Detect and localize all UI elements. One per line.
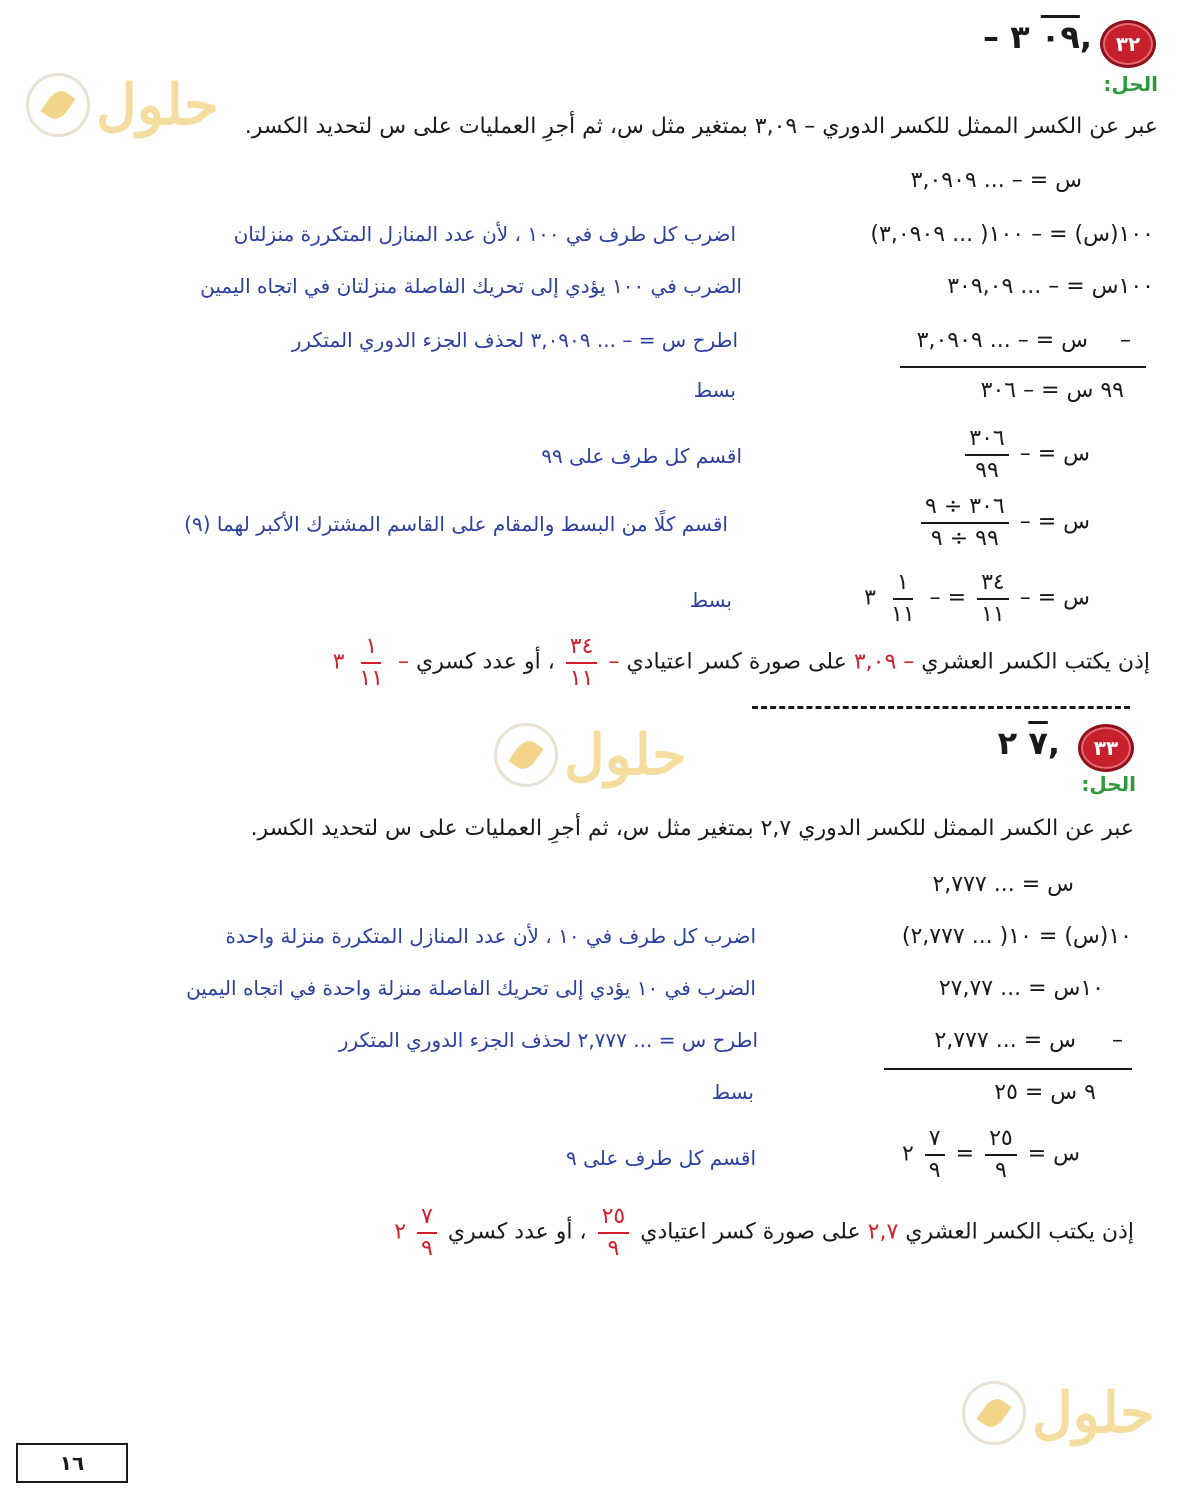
leaf-icon — [508, 736, 543, 773]
step-note: اقسم كلًا من البسط والمقام على القاسم المشترك الأكبر لهما (٩) — [184, 512, 728, 536]
minus-sign: – — [398, 649, 410, 675]
equation: س = – ... ٣,٠٩٠٩ — [910, 168, 1082, 193]
intro-text: عبر عن الكسر الممثل للكسر الدوري – ٣,٠٩ بمتغير مثل س، ثم أجرِ العمليات على س لتحديد الكسر. — [244, 114, 1158, 139]
fraction-equation — [961, 424, 1090, 485]
watermark-logo — [494, 722, 687, 788]
watermark-text: حلول — [564, 722, 687, 788]
denominator: ١١ — [891, 601, 915, 627]
denominator: ٩ — [421, 1235, 433, 1261]
denominator: ٩ — [994, 1157, 1007, 1183]
lhs: س = — [1027, 1141, 1080, 1167]
subtraction-line — [884, 1068, 1132, 1070]
minus-sign: – — [1112, 1028, 1123, 1053]
numerator: ١ — [361, 632, 381, 664]
conclusion-text: على صورة كسر اعتيادي — [640, 1219, 861, 1245]
heading-whole: ٣, — [1010, 18, 1092, 56]
decimal-value: – ٣,٠٩ — [853, 649, 915, 675]
step-note: اقسم كل طرف على ٩ — [565, 1146, 756, 1170]
conclusion — [333, 632, 1150, 693]
fraction — [417, 1202, 437, 1263]
numerator: ١ — [893, 568, 913, 600]
step-note: اطرح س = – ... ٣,٠٩٠٩ لحذف الجزء الدوري المتكرر — [291, 328, 738, 352]
fraction — [566, 632, 598, 693]
subtraction-line — [900, 366, 1146, 368]
step-note: اضرب كل طرف في ١٠ ، لأن عدد المنازل المتكررة منزلة واحدة — [225, 924, 756, 948]
equation: س = ... ٢,٧٧٧ — [932, 872, 1074, 897]
equation: ١٠٠(س) = – ١٠٠( ... ٣,٠٩٠٩) — [870, 222, 1154, 247]
equals: = – — [929, 585, 967, 611]
page-number-text: ١٦ — [59, 1451, 85, 1475]
numerator: ٣٤ — [566, 632, 598, 664]
minus-sign: – — [1120, 328, 1131, 353]
problem-heading — [983, 18, 1092, 56]
leaf-icon — [40, 86, 75, 123]
numerator: ٧ — [925, 1124, 945, 1156]
conclusion — [394, 1202, 1134, 1263]
step-note: بسط — [693, 378, 736, 402]
whole-part: ٣ — [864, 585, 876, 611]
fraction-equation — [902, 1124, 1080, 1185]
whole-part: ٢ — [394, 1219, 407, 1245]
whole-part: ٢ — [901, 1141, 914, 1167]
heading-whole: ٢, — [997, 724, 1060, 762]
fraction-equation — [864, 568, 1090, 629]
numerator: ٧ — [417, 1202, 437, 1234]
conclusion-text: ، أو عدد كسري — [416, 649, 555, 675]
solution-label: الحل: — [1103, 72, 1158, 96]
conclusion-text: إذن يكتب الكسر العشري — [921, 649, 1150, 675]
leaf-icon — [976, 1394, 1011, 1431]
fraction — [355, 632, 387, 693]
numerator: ٣٤ — [977, 568, 1009, 600]
watermark-logo — [962, 1380, 1155, 1446]
decimal-value: ٢,٧ — [867, 1219, 899, 1245]
denominator: ٩ — [928, 1157, 941, 1183]
numerator: ٣٠٦ ÷ ٩ — [921, 492, 1009, 524]
denominator: ١١ — [359, 665, 384, 691]
step-note: اطرح س = ... ٢,٧٧٧ لحذف الجزء الدوري المتكرر — [338, 1028, 758, 1052]
fraction — [985, 1124, 1017, 1185]
fraction-equation — [917, 492, 1090, 553]
equation: ٩ س = ٢٥ — [994, 1080, 1096, 1105]
fraction — [921, 492, 1009, 553]
lhs: س = – — [1019, 585, 1090, 611]
numerator: ٢٥ — [985, 1124, 1017, 1156]
step-note: الضرب في ١٠٠ يؤدي إلى تحريك الفاصلة منزلتان في اتجاه اليمين — [200, 274, 742, 298]
equation: س = – ... ٣,٠٩٠٩ — [916, 328, 1088, 353]
watermark-text: حلول — [96, 72, 219, 138]
problem-heading — [998, 724, 1060, 762]
page-number — [16, 1443, 128, 1483]
minus-sign: – — [608, 649, 620, 675]
watermark-text: حلول — [1032, 1380, 1155, 1446]
heading-repeating: ٧ — [1028, 724, 1048, 762]
step-note: الضرب في ١٠ يؤدي إلى تحريك الفاصلة منزلة واحدة في اتجاه اليمين — [186, 976, 756, 1000]
fraction — [977, 568, 1009, 629]
heading-sign: – — [982, 18, 999, 56]
step-note: اضرب كل طرف في ١٠٠ ، لأن عدد المنازل المتكررة منزلتان — [233, 222, 736, 246]
fraction — [598, 1202, 630, 1263]
step-note: اقسم كل طرف على ٩٩ — [541, 444, 742, 468]
numerator: ٢٥ — [598, 1202, 630, 1234]
problem-number-badge: ٣٣ — [1078, 724, 1134, 772]
fraction — [887, 568, 919, 629]
step-note: بسط — [711, 1080, 754, 1104]
solution-label: الحل: — [1081, 772, 1136, 796]
fraction — [925, 1124, 945, 1185]
section-divider — [752, 706, 1130, 709]
equation: ١٠(س) = ١٠( ... ٢,٧٧٧) — [901, 924, 1132, 949]
denominator: ١١ — [569, 665, 594, 691]
lhs: س = – — [1019, 509, 1090, 535]
whole-part: ٣ — [332, 649, 345, 675]
problem-number-badge: ٣٢ — [1100, 20, 1156, 68]
conclusion-text: ، أو عدد كسري — [447, 1219, 587, 1245]
intro-text: عبر عن الكسر الممثل للكسر الدوري ٢,٧ بمتغير مثل س، ثم أجرِ العمليات على س لتحديد الكسر. — [250, 816, 1134, 841]
lhs: س = – — [1019, 441, 1090, 467]
equation: س = ... ٢,٧٧٧ — [934, 1028, 1076, 1053]
conclusion-text: إذن يكتب الكسر العشري — [905, 1219, 1134, 1245]
numerator: ٣٠٦ — [965, 424, 1008, 456]
equation: ١٠س = ... ٢٧,٧٧ — [938, 976, 1104, 1001]
fraction — [965, 424, 1008, 485]
step-note: بسط — [689, 588, 732, 612]
equation: ٩٩ س = – ٣٠٦ — [980, 378, 1124, 403]
watermark-logo — [26, 72, 219, 138]
denominator: ٩ — [607, 1235, 620, 1261]
conclusion-text: على صورة كسر اعتيادي — [626, 649, 847, 675]
denominator: ٩٩ — [975, 457, 999, 483]
denominator: ٩٩ ÷ ٩ — [930, 525, 999, 551]
equation: ١٠٠س = – ... ٣٠٩,٠٩ — [947, 274, 1154, 299]
denominator: ١١ — [981, 601, 1005, 627]
heading-repeating: ٠٩ — [1040, 18, 1080, 56]
equals: = — [955, 1141, 975, 1167]
